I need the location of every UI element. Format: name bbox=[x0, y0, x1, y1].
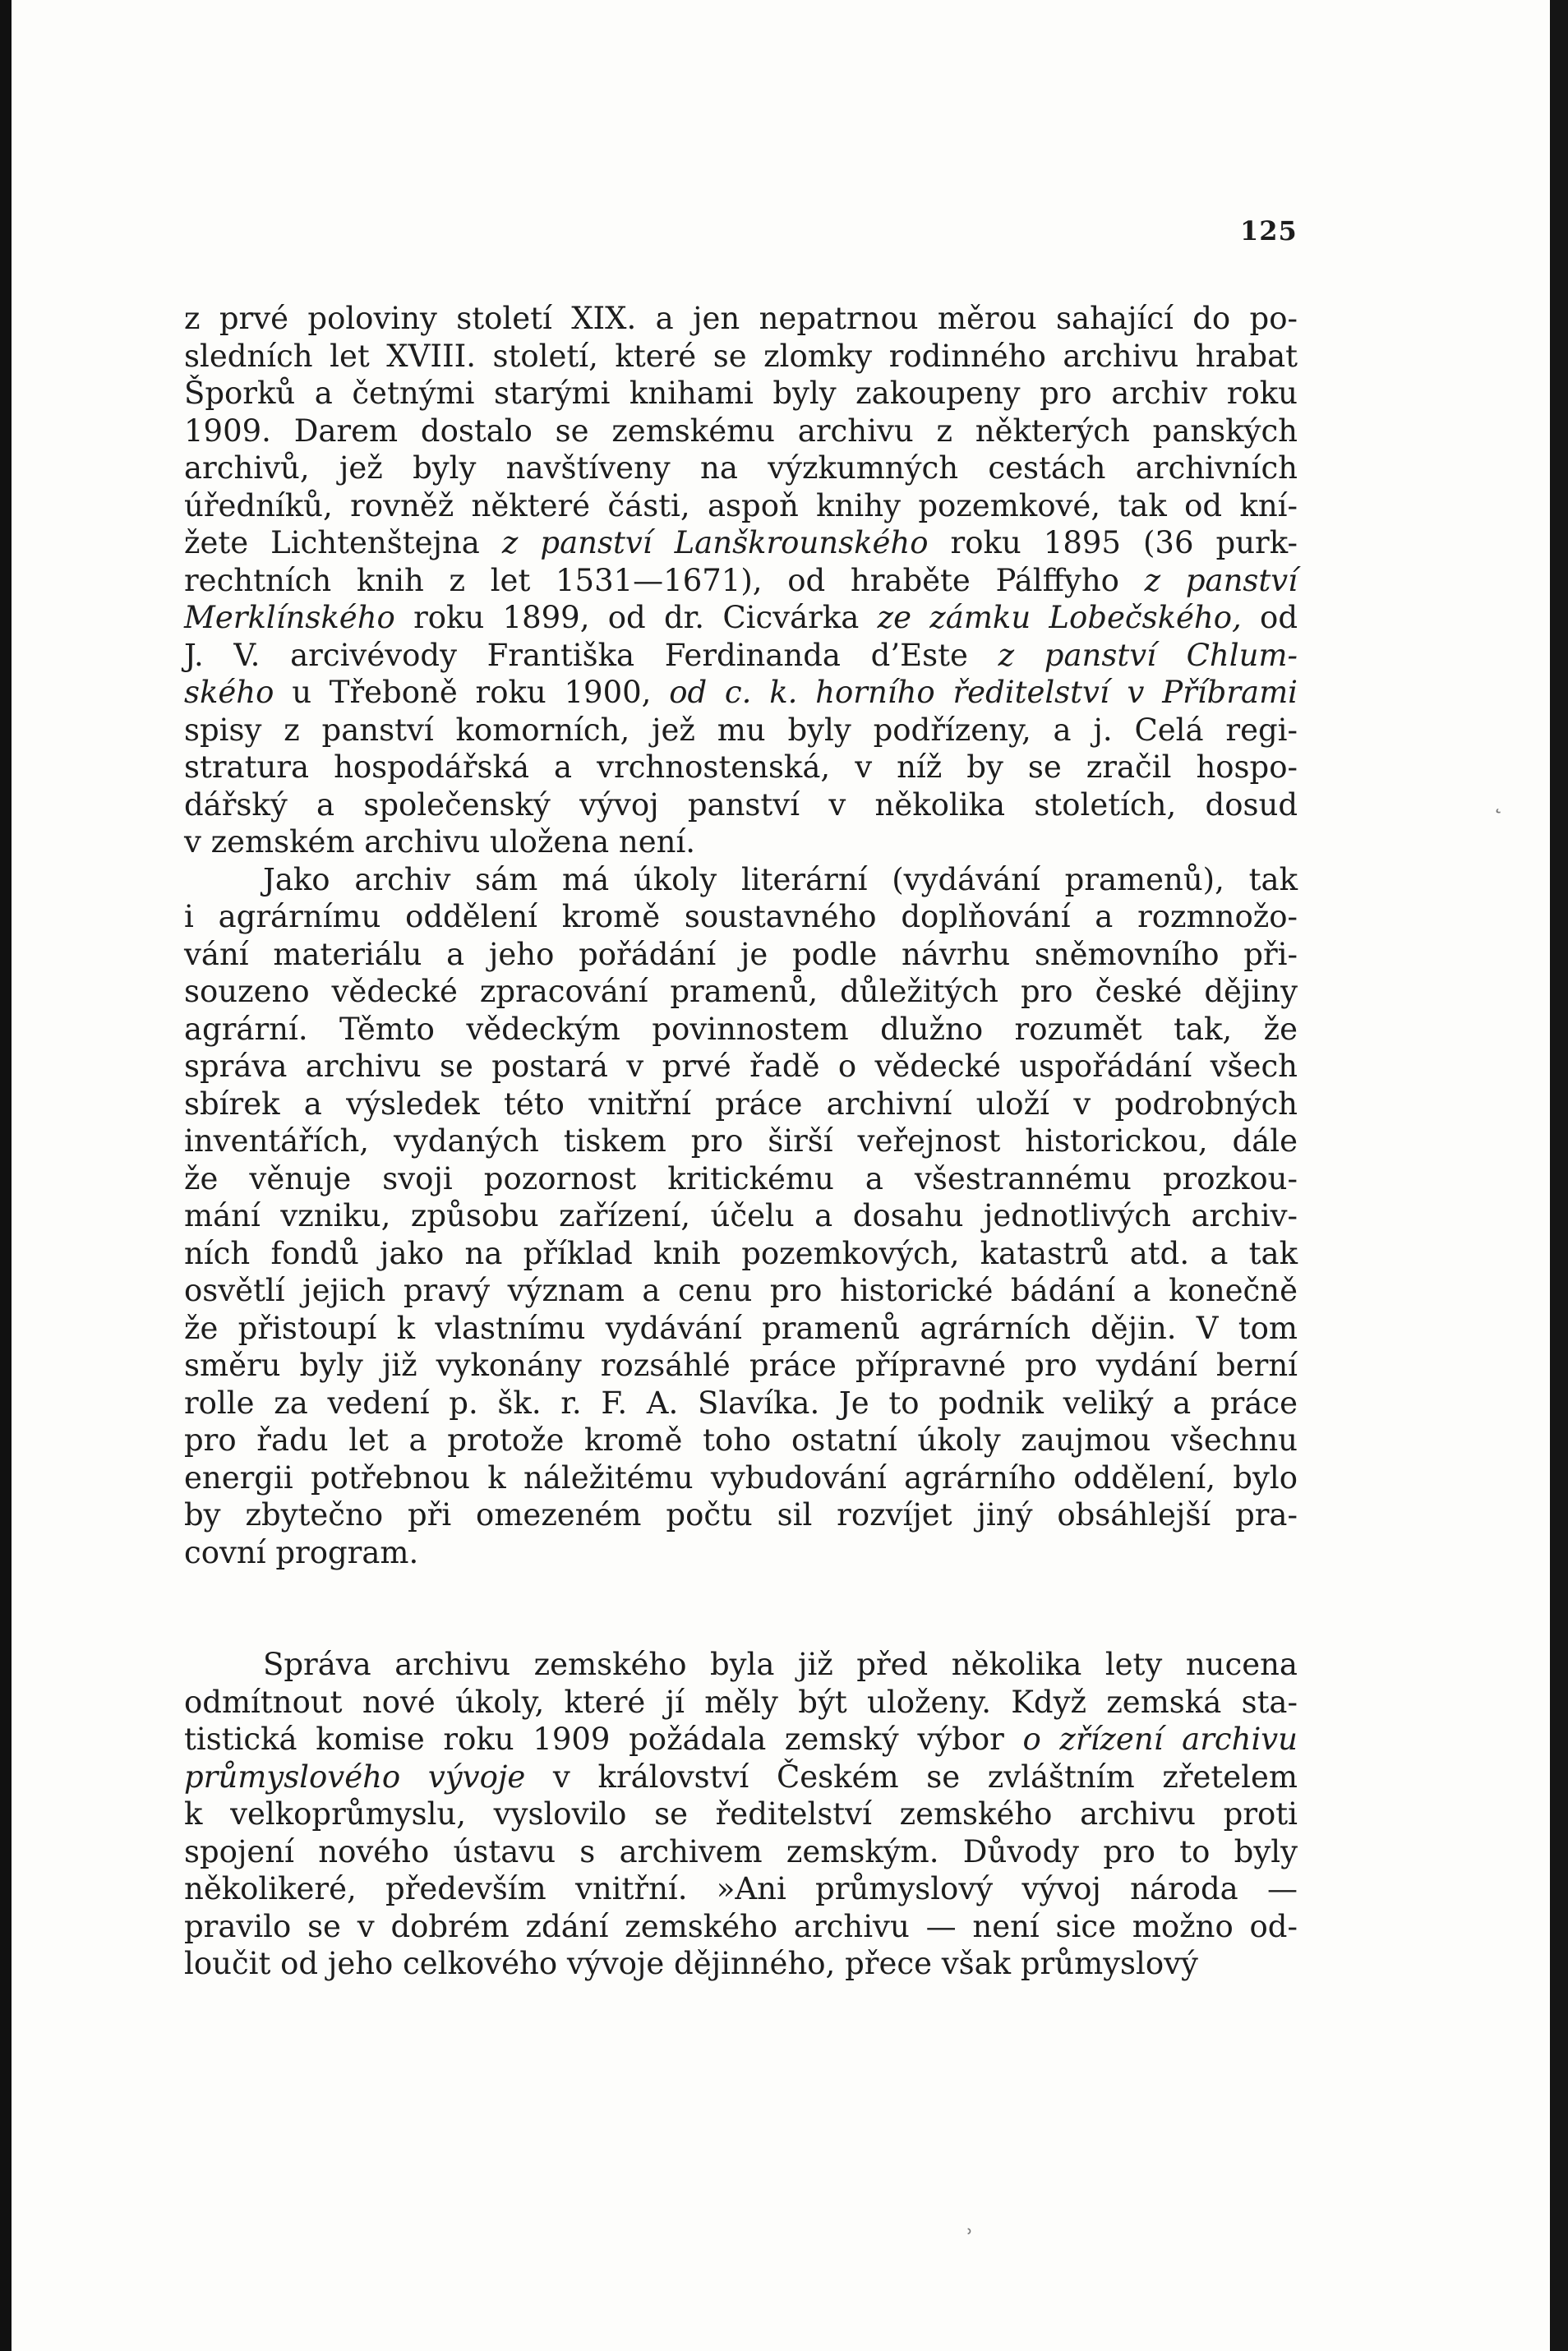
text-run: souzeno vědecké zpracování pramenů, důležitých pro české dějiny bbox=[184, 974, 1298, 1009]
text-run: že přistoupí k vlastnímu vydávání pramenů agrárních dějin. V tom bbox=[184, 1310, 1298, 1346]
text-run: odmítnout nové úkoly, které jí měly být uloženy. Když zemská sta- bbox=[184, 1684, 1298, 1720]
text-run: několikeré, především vnitřní. »Ani průmyslový vývoj národa — bbox=[184, 1871, 1298, 1906]
text-line bbox=[184, 674, 1298, 712]
text-run: směru byly již vykonány rozsáhlé práce přípravné pro vydání berní bbox=[184, 1348, 1298, 1383]
italic-run: z panství bbox=[1144, 562, 1298, 598]
text-run: i agrárnímu oddělení kromě soustavného doplňování a rozmnožo- bbox=[184, 899, 1298, 934]
text-run: pravilo se v dobrém zdání zemského archivu — není sice možno od- bbox=[184, 1908, 1298, 1944]
text-line bbox=[184, 1048, 1298, 1086]
text-run: spojení nového ústavu s archivem zemským. Důvody pro to byly bbox=[184, 1833, 1298, 1869]
scan-speck: ˛ bbox=[1492, 787, 1504, 814]
text-run: správa archivu se postará v prvé řadě o vědecké uspořádání všech bbox=[184, 1049, 1298, 1084]
text-line bbox=[184, 1197, 1298, 1235]
text-line bbox=[184, 524, 1298, 562]
text-line bbox=[184, 599, 1298, 637]
text-run: sbírek a výsledek této vnitřní práce archivní uloží v podrobných bbox=[184, 1086, 1298, 1122]
paragraph-3 bbox=[184, 1646, 1298, 1983]
text-line bbox=[184, 1796, 1298, 1833]
text-line bbox=[184, 1534, 1298, 1572]
text-run: u Třeboně roku 1900, bbox=[274, 675, 670, 710]
text-run: sledních let XVIII. století, které se zlomky rodinného archivu hrabat bbox=[184, 338, 1298, 374]
text-line bbox=[184, 1347, 1298, 1385]
text-run: k velkoprůmyslu, vyslovilo se ředitelství zemského archivu proti bbox=[184, 1796, 1298, 1832]
text-run: rechtních knih z let 1531—1671), od hraběte Pálffyho bbox=[184, 562, 1145, 598]
italic-run: z panství Chlum- bbox=[998, 637, 1298, 673]
italic-run: ze zámku Lobečského, bbox=[877, 600, 1242, 635]
text-run: v království Českém se zvláštním zřetelem bbox=[525, 1759, 1298, 1795]
text-line bbox=[184, 712, 1298, 749]
text-line bbox=[184, 1310, 1298, 1348]
text-run: úředníků, rovněž některé části, aspoň knihy pozemkové, tak od kní- bbox=[184, 487, 1298, 523]
text-line bbox=[184, 749, 1298, 786]
text-line bbox=[184, 823, 1298, 861]
text-run: covní program. bbox=[184, 1534, 419, 1570]
text-run: by zbytečno při omezeném počtu sil rozvíjet jiný obsáhlejší pra- bbox=[184, 1497, 1298, 1533]
italic-run: průmyslového vývoje bbox=[184, 1759, 526, 1795]
text-line bbox=[184, 1908, 1298, 1946]
text-line bbox=[184, 338, 1298, 376]
text-run: žete Lichtenštejna bbox=[184, 525, 502, 560]
italic-run: od c. k. horního ředitelství v Příbrami bbox=[669, 675, 1298, 710]
text-line bbox=[184, 1385, 1298, 1422]
text-line bbox=[184, 1011, 1298, 1049]
text-run: Šporků a četnými starými knihami byly zakoupeny pro archiv roku bbox=[184, 376, 1298, 411]
text-run: J. V. arcivévody Františka Ferdinanda d’Este bbox=[184, 637, 998, 673]
text-run: Správa archivu zemského byla již před několika lety nucena bbox=[263, 1647, 1298, 1682]
text-line bbox=[184, 936, 1298, 974]
text-line bbox=[184, 375, 1298, 413]
text-line bbox=[184, 1759, 1298, 1796]
text-line bbox=[184, 1160, 1298, 1198]
text-run: roku 1899, od dr. Cicvárka bbox=[394, 600, 878, 635]
text-run: rolle za vedení p. šk. r. F. A. Slavíka. Je to podnik veliký a práce bbox=[184, 1385, 1298, 1421]
paragraph-2 bbox=[184, 861, 1298, 1572]
text-run: roku 1895 (36 purk- bbox=[928, 525, 1298, 560]
text-run: agrární. Těmto vědeckým povinnostem dlužno rozumět tak, že bbox=[184, 1011, 1298, 1047]
text-line bbox=[184, 1833, 1298, 1871]
text-line bbox=[184, 1684, 1298, 1722]
text-run: pro řadu let a protože kromě toho ostatní úkoly zaujmou všechnu bbox=[184, 1422, 1298, 1458]
text-run: spisy z panství komorních, jež mu byly podřízeny, a j. Celá regi- bbox=[184, 712, 1298, 748]
text-line bbox=[184, 1122, 1298, 1160]
text-line bbox=[184, 861, 1298, 899]
text-run: archivů, jež byly navštíveny na výzkumných cestách archivních bbox=[184, 450, 1298, 486]
text-run: vání materiálu a jeho pořádání je podle návrhu sněmovního při- bbox=[184, 936, 1298, 972]
text-line bbox=[184, 1086, 1298, 1123]
text-line bbox=[184, 1235, 1298, 1273]
text-line bbox=[184, 1459, 1298, 1497]
text-run: tistická komise roku 1909 požádala zemský výbor bbox=[184, 1722, 1023, 1757]
italic-run: o zřízení archivu bbox=[1022, 1722, 1298, 1757]
text-line bbox=[184, 1272, 1298, 1310]
text-run: energii potřebnou k náležitému vybudování agrárního oddělení, bylo bbox=[184, 1459, 1298, 1496]
page-number: 125 bbox=[1240, 215, 1298, 247]
text-run: loučit od jeho celkového vývoje dějinného, přece však průmyslový bbox=[184, 1946, 1198, 1981]
text-line bbox=[184, 1646, 1298, 1684]
text-run: 1909. Darem dostalo se zemskému archivu z některých panských bbox=[184, 413, 1298, 449]
text-run: dářský a společenský vývoj panství v několika stoletích, dosud bbox=[184, 786, 1298, 823]
text-line bbox=[184, 1870, 1298, 1908]
text-run: z prvé poloviny století XIX. a jen nepatrnou měrou sahající do po- bbox=[184, 301, 1298, 336]
book-page bbox=[12, 0, 1550, 2351]
text-line bbox=[184, 562, 1298, 600]
text-line bbox=[184, 1721, 1298, 1759]
italic-run: ského bbox=[184, 675, 274, 710]
text-line bbox=[184, 413, 1298, 450]
text-run: v zemském archivu uložena není. bbox=[184, 824, 696, 860]
text-line bbox=[184, 300, 1298, 338]
text-run: Jako archiv sám má úkoly literární (vydávání pramenů), tak bbox=[263, 861, 1298, 897]
text-line bbox=[184, 786, 1298, 824]
text-line bbox=[184, 487, 1298, 525]
text-line bbox=[184, 1422, 1298, 1459]
scan-edge-right bbox=[1550, 0, 1568, 2351]
text-line bbox=[184, 898, 1298, 936]
text-line bbox=[184, 637, 1298, 675]
body-text bbox=[184, 300, 1298, 1983]
scan-edge-left bbox=[0, 0, 12, 2351]
text-run: ních fondů jako na příklad knih pozemkových, katastrů atd. a tak bbox=[184, 1235, 1298, 1271]
text-run: stratura hospodářská a vrchnostenská, v níž by se zračil hospo- bbox=[184, 749, 1298, 785]
text-run: od bbox=[1241, 600, 1298, 635]
text-run: že věnuje svoji pozornost kritickému a všestrannému prozkou- bbox=[184, 1160, 1298, 1196]
paragraph-1 bbox=[184, 300, 1298, 861]
text-line bbox=[184, 1496, 1298, 1534]
italic-run: Merklínského bbox=[184, 600, 395, 635]
text-line bbox=[184, 973, 1298, 1011]
text-run: inventářích, vydaných tiskem pro širší veřejnost historickou, dále bbox=[184, 1123, 1298, 1159]
text-run: mání vzniku, způsobu zařízení, účelu a dosahu jednotlivých archiv- bbox=[184, 1198, 1298, 1233]
italic-run: z panství Lanškrounského bbox=[501, 525, 929, 560]
text-run: osvětlí jejich pravý význam a cenu pro historické bádání a konečně bbox=[184, 1273, 1298, 1308]
text-line bbox=[184, 449, 1298, 487]
text-line bbox=[184, 1945, 1298, 1983]
scan-speck: ˒ bbox=[966, 2219, 974, 2246]
